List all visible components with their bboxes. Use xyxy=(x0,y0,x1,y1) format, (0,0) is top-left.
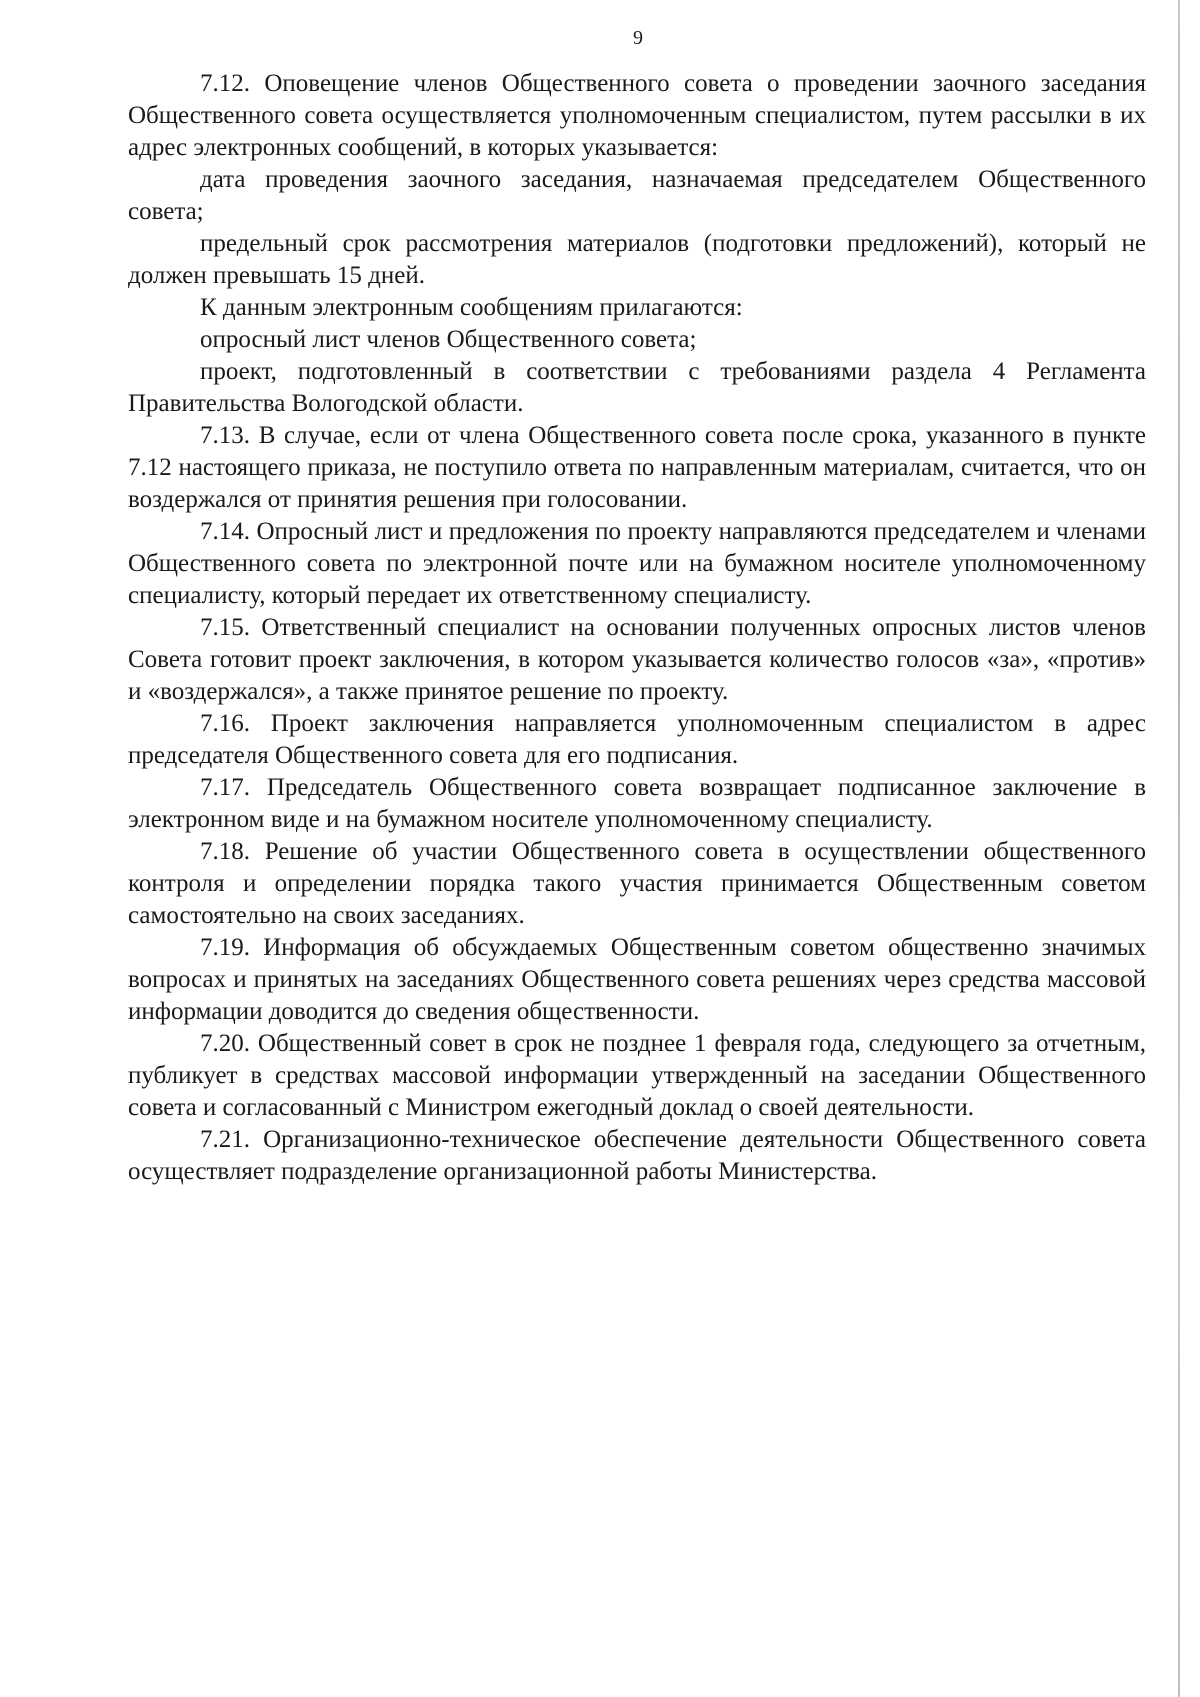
paragraph-7-15: 7.15. Ответственный специалист на основании полученных опросных листов членов Совета готовит проект заключения, в котором указывается количество голосов «за», «против» и «воздержался», а также принятое решение по проекту. xyxy=(128,614,1146,705)
paragraph-meeting-date: дата проведения заочного заседания, назначаемая председателем Общественного совета; xyxy=(128,166,1146,225)
paragraph-7-18: 7.18. Решение об участии Общественного совета в осуществлении общественного контроля и определении порядка такого участия принимается Общественным советом самостоятельно на своих заседаниях. xyxy=(128,838,1146,929)
paragraph-7-17: 7.17. Председатель Общественного совета возвращает подписанное заключение в электронном виде и на бумажном носителе уполномоченному специалисту. xyxy=(128,774,1146,833)
paragraph-7-13: 7.13. В случае, если от члена Общественного совета после срока, указанного в пункте 7.12 настоящего приказа, не поступило ответа по направленным материалам, считается, что он воздержался от принятия решения при голосовании. xyxy=(128,422,1146,513)
paragraph-7-16: 7.16. Проект заключения направляется уполномоченным специалистом в адрес председателя Общественного совета для его подписания. xyxy=(128,710,1146,769)
paragraph-7-20: 7.20. Общественный совет в срок не позднее 1 февраля года, следующего за отчетным, публикует в средствах массовой информации утвержденный на заседании Общественного совета и согласованный с Министром ежегодный доклад о своей деятельности. xyxy=(128,1030,1146,1121)
paragraph-7-19: 7.19. Информация об обсуждаемых Общественным советом общественно значимых вопросах и принятых на заседаниях Общественного совета решениях через средства массовой информации доводится до сведения общественности. xyxy=(128,934,1146,1025)
paragraph-7-12: 7.12. Оповещение членов Общественного совета о проведении заочного заседания Общественного совета осуществляется уполномоченным специалистом, путем рассылки в их адрес электронных сообщений, в которых указывается: xyxy=(128,70,1146,161)
paragraph-attachments-intro: К данным электронным сообщениям прилагаются: xyxy=(200,294,743,321)
page-number: 9 xyxy=(633,27,643,49)
paragraph-deadline: предельный срок рассмотрения материалов (подготовки предложений), который не должен превышать 15 дней. xyxy=(128,230,1146,289)
scan-edge-line xyxy=(1178,0,1180,1697)
paragraph-7-14: 7.14. Опросный лист и предложения по проекту направляются председателем и членами Общественного совета по электронной почте или на бумажном носителе уполномоченному специалисту, который передает их ответственному специалисту. xyxy=(128,518,1146,609)
paragraph-project: проект, подготовленный в соответствии с требованиями раздела 4 Регламента Правительства Вологодской области. xyxy=(128,358,1146,417)
document-body xyxy=(128,68,1146,1188)
paragraph-questionnaire: опросный лист членов Общественного совета; xyxy=(200,326,697,353)
paragraph-7-21: 7.21. Организационно-техническое обеспечение деятельности Общественного совета осуществляет подразделение организационной работы Министерства. xyxy=(128,1126,1146,1185)
